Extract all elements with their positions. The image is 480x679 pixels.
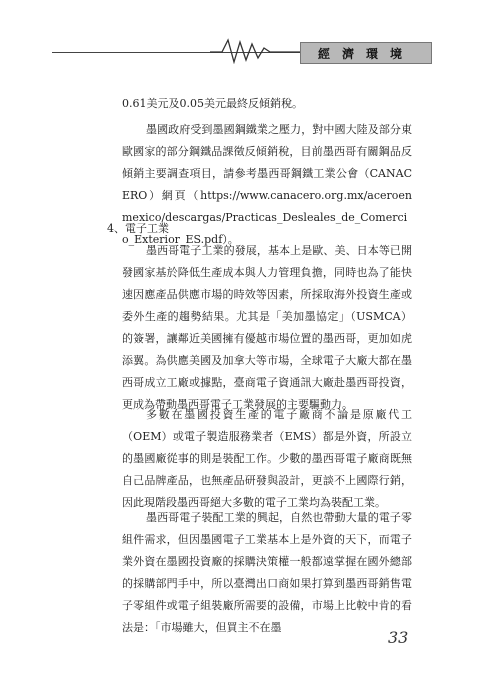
paragraph-oem-ems: 多數在墨國投資生產的電子廠商不論是原廠代工（OEM）或電子製造服務業者（EMS）都是外資，所設立的墨國廠從事的則是裝配工作。少數的墨西哥電子廠商既無自己品牌產品，也無產品研發與設計，更談不上國際行銷，因此現階段墨西哥絕大多數的電子工業均為裝配工業。 [122,408,412,509]
paragraph-electronics-development: 墨西哥電子工業的發展，基本上是歐、美、日本等已開發國家基於降低生產成本與人力管理負擔，同時也為了能快速因應產品供應市場的時效等因素，所採取海外投資生產或委外生產的趨勢結果。尤其是「美加墨協定」（USMCA）的簽署，讓鄰近美國擁有優越市場位置的墨西哥，更加如虎添翼。為供應美國及加拿大等市場，全球電子大廠大都在墨西哥成立工廠或據點，臺商電子資通訊大廠赴墨西哥投資，更成為帶動墨西哥電子工業發展的主要驅動力。 [122,244,412,411]
intro-line [122,93,412,115]
paragraph-steel: 墨國政府受到墨國鋼鐵業之壓力，對中國大陸及部分東歐國家的部分鋼鐵品課徵反傾銷稅，目前墨西哥有關鋼品反傾銷主要調查項目，請參考墨西哥鋼鐵工業公會（CANACERO）網頁（https://www.canacero.org.mx/aceroenmexico/descargas/Practicas_Desleales_de_Comercio_Exterior_ES.pdf）。 [122,123,412,246]
paragraph-top: 0.61美元及0.05美元最終反傾銷稅。 [122,97,303,110]
section-heading: 4、電子工業 [107,222,169,235]
paragraph-block-4 [122,507,412,639]
paragraph-block-3 [122,404,412,514]
page-number: 33 [388,628,409,647]
heartbeat-wave-icon [210,36,300,64]
paragraph-block-2 [122,240,412,416]
paragraph-assembly-industry: 墨西哥電子裝配工業的興起，自然也帶動大量的電子零組件需求，但因墨國電子工業基本上是外資的天下，而電子業外資在墨國投資廠的採購決策權一般都遠掌握在國外總部的採購部門手中，所以臺灣出口商如果打算到墨西哥銷售電子零組件或電子組裝廠所需要的設備，市場上比較中肯的看法是：「市場雖大，但買主不在墨 [122,511,412,634]
section-header-title: 經濟環境 [300,42,432,64]
